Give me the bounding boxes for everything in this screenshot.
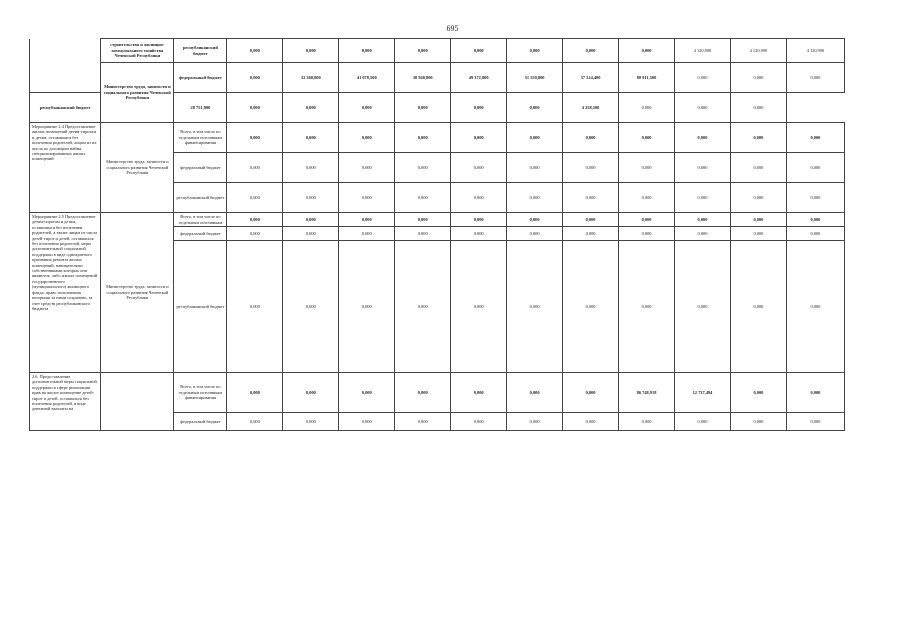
value-cell: 0,000: [283, 241, 339, 373]
value-cell: 0,000: [563, 123, 619, 153]
measure-description: [30, 39, 101, 93]
value-cell: 0,000: [283, 93, 339, 123]
funding-source: федеральный бюджет: [174, 153, 227, 183]
value-cell: 0,000: [675, 241, 731, 373]
value-cell: 0,000: [451, 123, 507, 153]
measure-description: Мероприятие 2.5 Предоставление детям-сиротам и детям, оставшимся без попечения родителей, а также лицам из числа детей-сирот и детей, оставшихся без попечения родителей, меры дополнительной социальной поддержки в виде однократного признания ремонта жилых помещений, нанимателями собственниками которых они являются, либо жилых помещений государственного (муниципального) жилищного фонда, право пользования которыми за ними сохранено, за счет средств республиканского бюджета: [30, 213, 101, 373]
value-cell: 0,000: [395, 39, 451, 63]
value-cell: 0,000: [283, 413, 339, 431]
value-cell: 0,000: [507, 227, 563, 241]
value-cell: 86 748,918: [619, 373, 675, 413]
value-cell: 0,000: [619, 183, 675, 213]
value-cell: 0,000: [619, 213, 675, 227]
value-cell: 0,000: [339, 413, 395, 431]
value-cell: 0,000: [283, 153, 339, 183]
executor-cell: [101, 373, 174, 431]
value-cell: 0,000: [786, 123, 844, 153]
value-cell: 0,000: [339, 241, 395, 373]
value-cell: 0,000: [619, 39, 675, 63]
value-cell: 0,000: [339, 183, 395, 213]
value-cell: 0,000: [507, 213, 563, 227]
value-cell: 0,000: [730, 213, 786, 227]
value-cell: 0,000: [283, 227, 339, 241]
funding-source: федеральный бюджет: [174, 413, 227, 431]
value-cell: 12 737,494: [675, 373, 731, 413]
value-cell: 0,000: [451, 227, 507, 241]
value-cell: 0,000: [786, 63, 844, 93]
value-cell: 0,000: [675, 227, 731, 241]
value-cell: 0,000: [395, 373, 451, 413]
value-cell: 0,000: [451, 413, 507, 431]
value-cell: 0,000: [451, 241, 507, 373]
value-cell: 0,000: [339, 123, 395, 153]
value-cell: 0,000: [507, 123, 563, 153]
executor-cell: Министерство труда, занятости и социального развития Чеченской Республики: [101, 123, 174, 213]
value-cell: 0,000: [563, 241, 619, 373]
value-cell: 0,000: [563, 413, 619, 431]
value-cell: 0,000: [507, 153, 563, 183]
measure-description: Мероприятие 2.4 Предоставление жилых помещений детям-сиротам и детям, оставшимся без попечения родителей, лицам из их числа по договорам найма специализированных жилых помещений: [30, 123, 101, 213]
value-cell: 0,000: [227, 39, 283, 63]
value-cell: 0,000: [227, 93, 283, 123]
value-cell: 0,000: [227, 153, 283, 183]
value-cell: 0,000: [730, 183, 786, 213]
value-cell: 0,000: [619, 413, 675, 431]
value-cell: 4 120,900: [786, 39, 844, 63]
page-number: 695: [446, 24, 459, 33]
value-cell: 0,000: [675, 63, 731, 93]
value-cell: 0,000: [395, 183, 451, 213]
table-row: [30, 63, 845, 93]
value-cell: 0,000: [451, 183, 507, 213]
value-cell: 0,000: [339, 213, 395, 227]
value-cell: 0,000: [675, 213, 731, 227]
value-cell: 0,000: [395, 123, 451, 153]
value-cell: 4 258,500: [563, 93, 619, 123]
value-cell: 0,000: [339, 39, 395, 63]
value-cell: 0,000: [563, 39, 619, 63]
value-cell: 0,000: [283, 373, 339, 413]
value-cell: 0,000: [395, 213, 451, 227]
value-cell: 80 911,500: [619, 63, 675, 93]
value-cell: 0,000: [395, 413, 451, 431]
value-cell: 0,000: [786, 373, 844, 413]
value-cell: 0,000: [451, 93, 507, 123]
value-cell: 0,000: [730, 373, 786, 413]
value-cell: 0,000: [451, 213, 507, 227]
value-cell: 0,000: [283, 213, 339, 227]
value-cell: 0,000: [339, 153, 395, 183]
value-cell: 0,000: [451, 39, 507, 63]
value-cell: 0,000: [730, 413, 786, 431]
table-row: [30, 39, 845, 63]
value-cell: 0,000: [786, 153, 844, 183]
value-cell: 0,000: [227, 183, 283, 213]
value-cell: 0,000: [339, 93, 395, 123]
value-cell: 0,000: [227, 63, 283, 93]
value-cell: 38 940,800: [395, 63, 451, 93]
budget-table: [29, 38, 845, 431]
value-cell: 0,000: [619, 153, 675, 183]
value-cell: 0,000: [507, 183, 563, 213]
value-cell: 0,000: [563, 183, 619, 213]
value-cell: 0,000: [730, 241, 786, 373]
value-cell: 41 078,500: [339, 63, 395, 93]
value-cell: 0,000: [227, 373, 283, 413]
value-cell: 0,000: [675, 153, 731, 183]
value-cell: 0,000: [730, 153, 786, 183]
value-cell: 0,000: [675, 93, 731, 123]
value-cell: 0,000: [675, 183, 731, 213]
value-cell: 4 120,900: [730, 39, 786, 63]
value-cell: 0,000: [283, 123, 339, 153]
table-row: [30, 123, 845, 153]
funding-source: Всего, в том числе по отдельным источникам: [174, 213, 227, 227]
executor-cell: Министерство труда, занятости и социального развития Чеченской Республики: [101, 63, 174, 123]
value-cell: 0,000: [563, 373, 619, 413]
value-cell: 28 751,900: [174, 93, 227, 123]
value-cell: 51 550,800: [507, 63, 563, 93]
value-cell: 0,000: [507, 39, 563, 63]
value-cell: 0,000: [563, 227, 619, 241]
value-cell: 0,000: [563, 153, 619, 183]
value-cell: 0,000: [507, 241, 563, 373]
value-cell: 32 260,800: [283, 63, 339, 93]
value-cell: 0,000: [451, 373, 507, 413]
value-cell: 0,000: [619, 241, 675, 373]
executor-cell: Министерство труда, занятости и социального развития Чеченской Республики: [101, 213, 174, 373]
value-cell: 0,000: [395, 241, 451, 373]
value-cell: 0,000: [619, 123, 675, 153]
value-cell: 0,000: [730, 123, 786, 153]
value-cell: 4 120,900: [675, 39, 731, 63]
value-cell: 49 372,800: [451, 63, 507, 93]
value-cell: 0,000: [675, 123, 731, 153]
funding-source: Всего, в том числе по отдельным источникам финансирования: [174, 373, 227, 413]
value-cell: 0,000: [339, 373, 395, 413]
funding-source: республиканский бюджет: [174, 39, 227, 63]
value-cell: 0,000: [730, 227, 786, 241]
value-cell: 0,000: [786, 413, 844, 431]
funding-source: федеральный бюджет: [174, 63, 227, 93]
value-cell: 0,000: [395, 227, 451, 241]
value-cell: 0,000: [227, 213, 283, 227]
value-cell: 0,000: [395, 153, 451, 183]
value-cell: 0,000: [786, 227, 844, 241]
value-cell: 0,000: [619, 227, 675, 241]
table-row: [30, 213, 845, 227]
value-cell: 0,000: [339, 227, 395, 241]
value-cell: 0,000: [786, 183, 844, 213]
funding-source: федеральный бюджет: [174, 227, 227, 241]
funding-source: республиканский бюджет: [174, 183, 227, 213]
value-cell: 0,000: [619, 93, 675, 123]
value-cell: 0,000: [507, 373, 563, 413]
value-cell: 0,000: [451, 153, 507, 183]
value-cell: 0,000: [507, 93, 563, 123]
value-cell: 0,000: [283, 39, 339, 63]
table-row: [30, 373, 845, 413]
executor-cell: строительства и жилищно-коммунального хозяйства Чеченской Республики: [101, 39, 174, 63]
value-cell: 0,000: [227, 413, 283, 431]
funding-source: республиканский бюджет: [174, 241, 227, 373]
value-cell: 0,000: [563, 213, 619, 227]
value-cell: 57 524,400: [563, 63, 619, 93]
value-cell: 0,000: [675, 413, 731, 431]
measure-description: 2.6. Предоставление дополнительной меры социальной поддержки в сфере реализации прав на жилое помещение детей-сирот и детей, оставшихся без попечения родителей, в виде денежной выплаты на: [30, 373, 101, 431]
value-cell: 0,000: [227, 227, 283, 241]
funding-source: республиканский бюджет: [30, 93, 101, 123]
value-cell: 0,000: [227, 241, 283, 373]
value-cell: 0,000: [786, 241, 844, 373]
value-cell: 0,000: [507, 413, 563, 431]
value-cell: 0,000: [730, 93, 786, 123]
funding-source: Всего, в том числе по отдельным источникам финансирования: [174, 123, 227, 153]
value-cell: 0,000: [395, 93, 451, 123]
value-cell: 0,000: [786, 213, 844, 227]
value-cell: 0,000: [730, 63, 786, 93]
value-cell: 0,000: [283, 183, 339, 213]
value-cell: 0,000: [227, 123, 283, 153]
